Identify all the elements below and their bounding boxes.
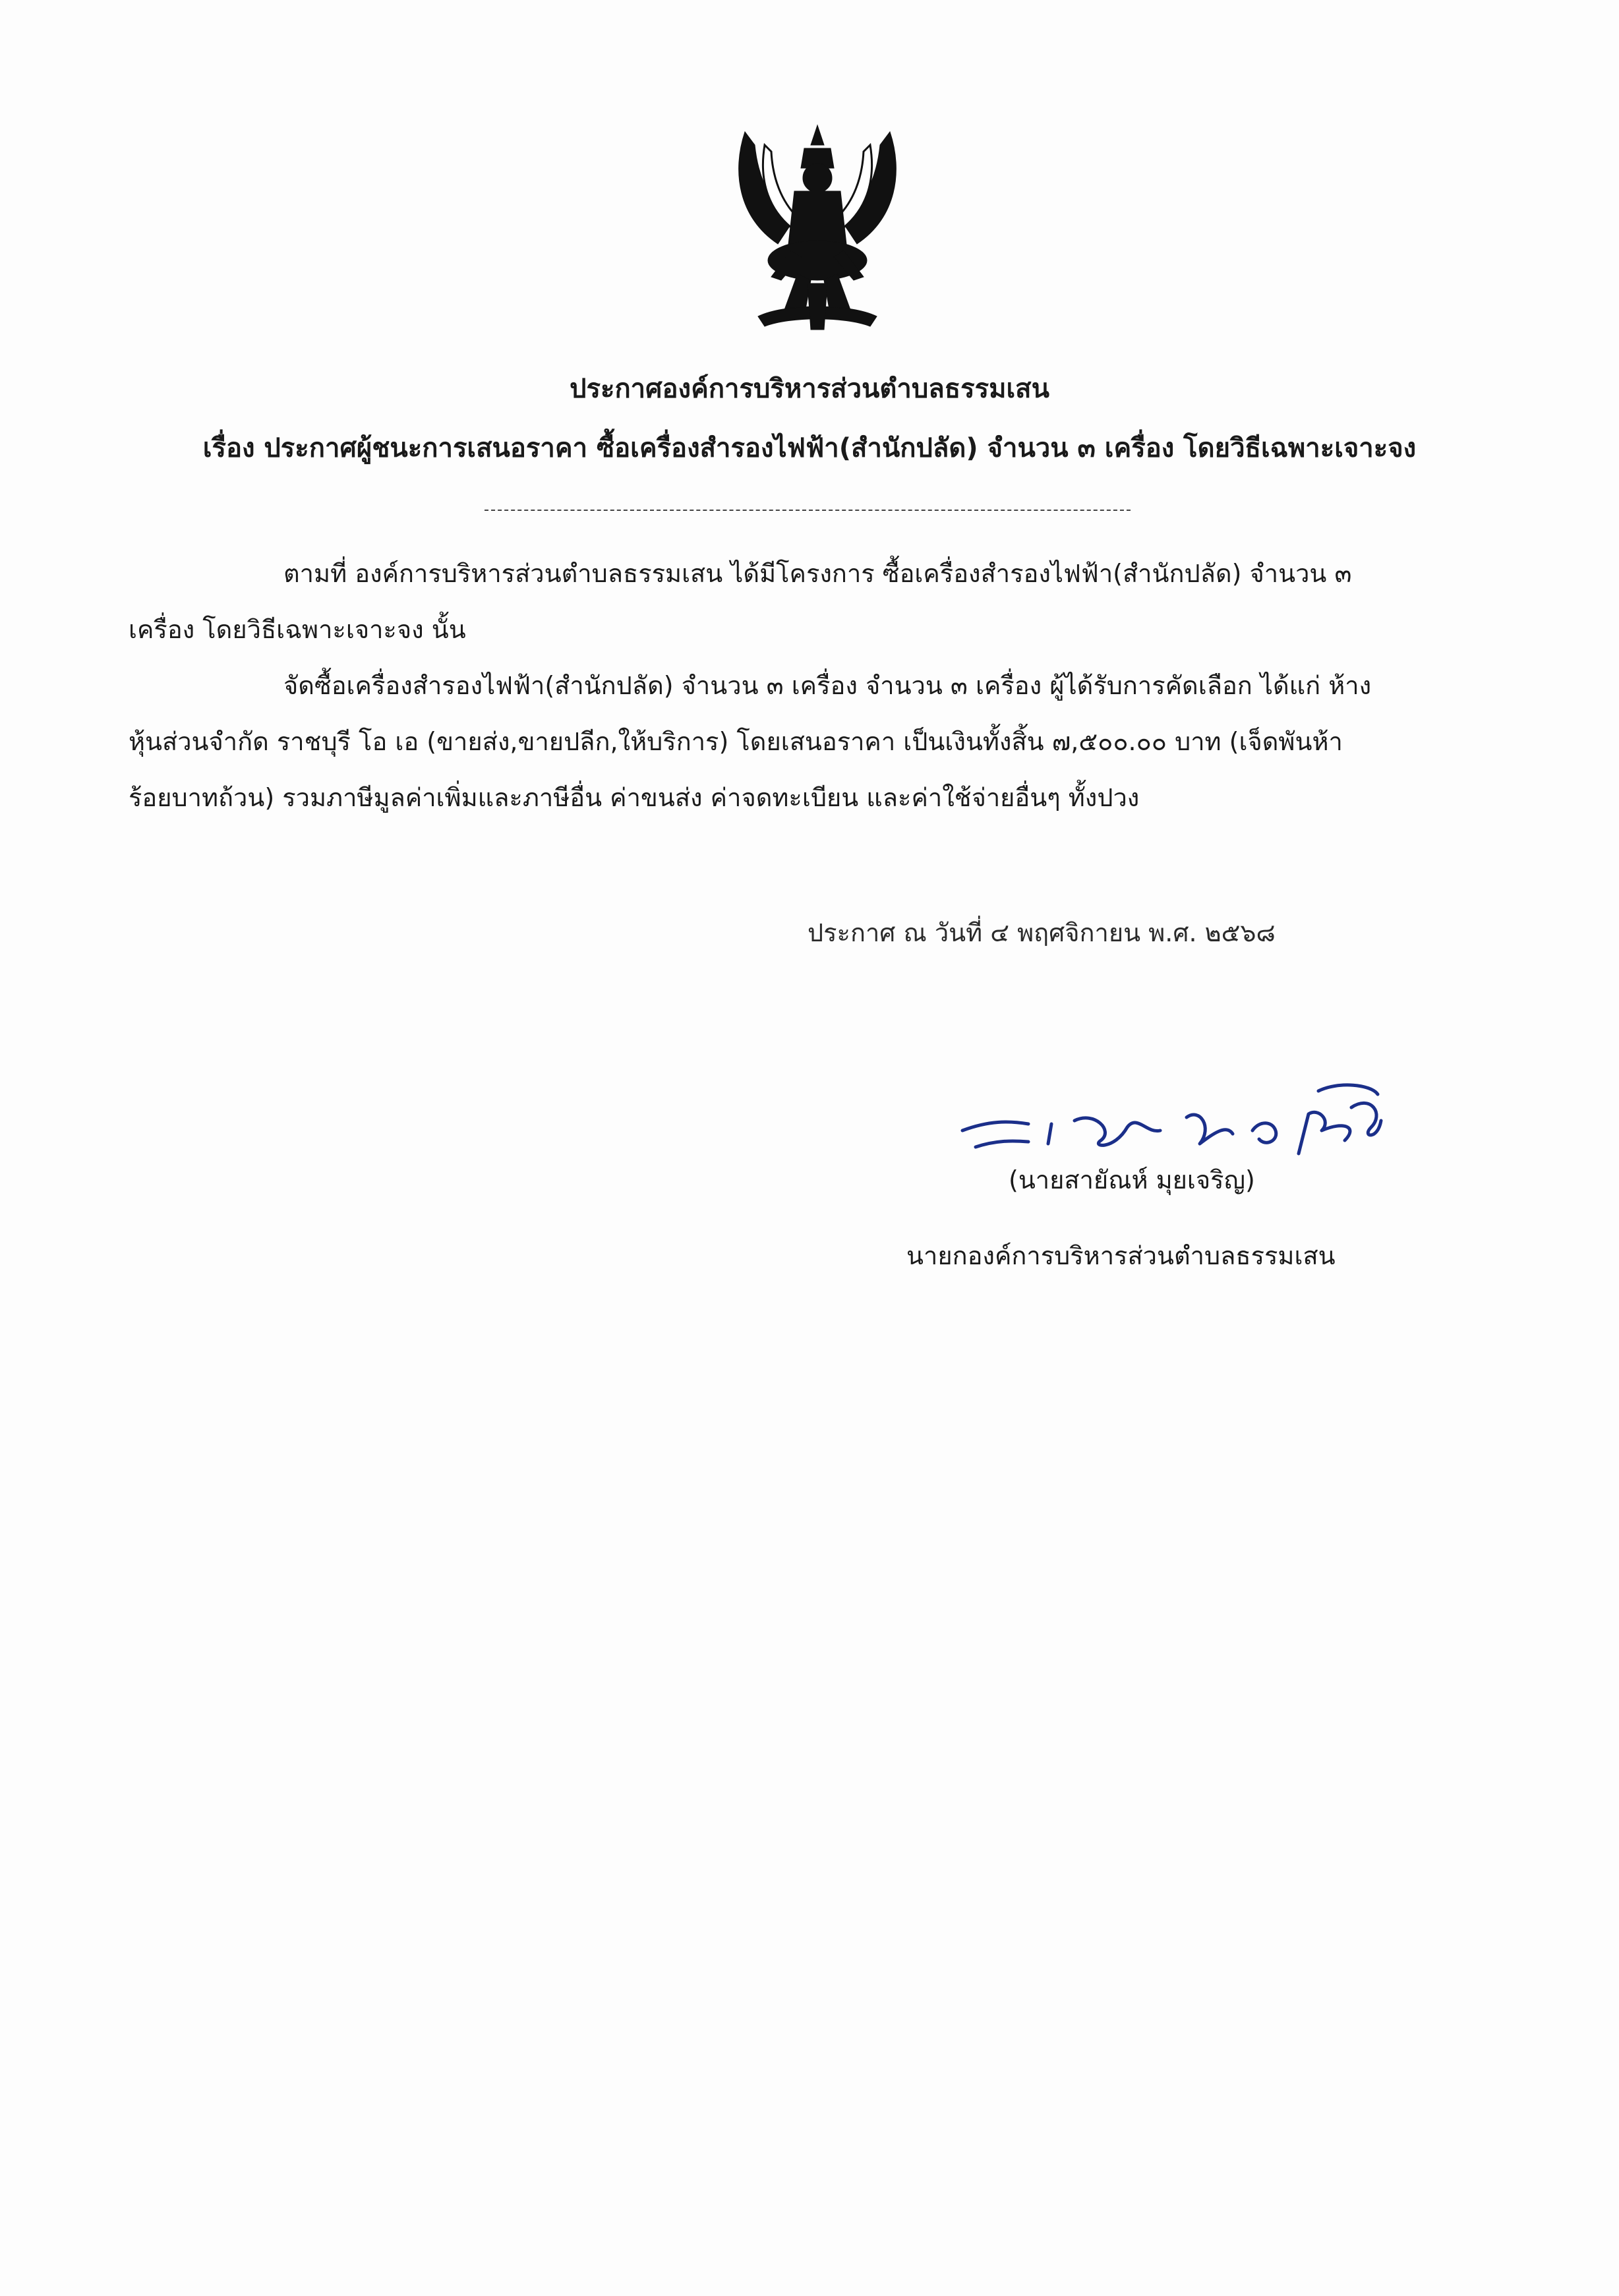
document-title: ประกาศองค์การบริหารส่วนตำบลธรรมเสน — [570, 374, 1049, 404]
paragraph-2-line-1: จัดซื้อเครื่องสำรองไฟฟ้า(สำนักปลัด) จำนวน ๓ เครื่อง จำนวน ๓ เครื่อง ผู้ได้รับการคัดเลือก ได้แก่ ห้าง — [283, 671, 1372, 700]
signer-position: นายกองค์การบริหารส่วนตำบลธรรมเสน — [906, 1241, 1336, 1270]
paragraph-1-line-1: ตามที่ องค์การบริหารส่วนตำบลธรรมเสน ได้มีโครงการ ซื้อเครื่องสำรองไฟฟ้า(สำนักปลัด) จำนวน ๓ — [283, 559, 1352, 588]
paragraph-2-line-3: ร้อยบาทถ้วน) รวมภาษีมูลค่าเพิ่มและภาษีอื่น ค่าขนส่ง ค่าจดทะเบียน และค่าใช้จ่ายอื่นๆ ทั้งปวง — [129, 783, 1140, 812]
title-divider — [485, 510, 1131, 511]
garuda-emblem-icon — [719, 119, 916, 336]
handwritten-signature — [949, 1068, 1384, 1167]
paragraph-1-line-2: เครื่อง โดยวิธีเฉพาะเจาะจง นั้น — [129, 615, 466, 644]
signer-name: (นายสายัณห์ มุยเจริญ) — [1009, 1165, 1255, 1194]
announcement-date: ประกาศ ณ วันที่ ๔ พฤศจิกายน พ.ศ. ๒๕๖๘ — [808, 918, 1276, 947]
paragraph-2-line-2: หุ้นส่วนจำกัด ราชบุรี โอ เอ (ขายส่ง,ขายปลีก,ให้บริการ) โดยเสนอราคา เป็นเงินทั้งสิ้น ๗,๕๐๐.๐๐ บาท (เจ็ดพันห้า — [129, 727, 1343, 756]
document-subject: เรื่อง ประกาศผู้ชนะการเสนอราคา ซื้อเครื่องสำรองไฟฟ้า(สำนักปลัด) จำนวน ๓ เครื่อง โดยวิธีเฉพาะเจาะจง — [202, 433, 1417, 463]
